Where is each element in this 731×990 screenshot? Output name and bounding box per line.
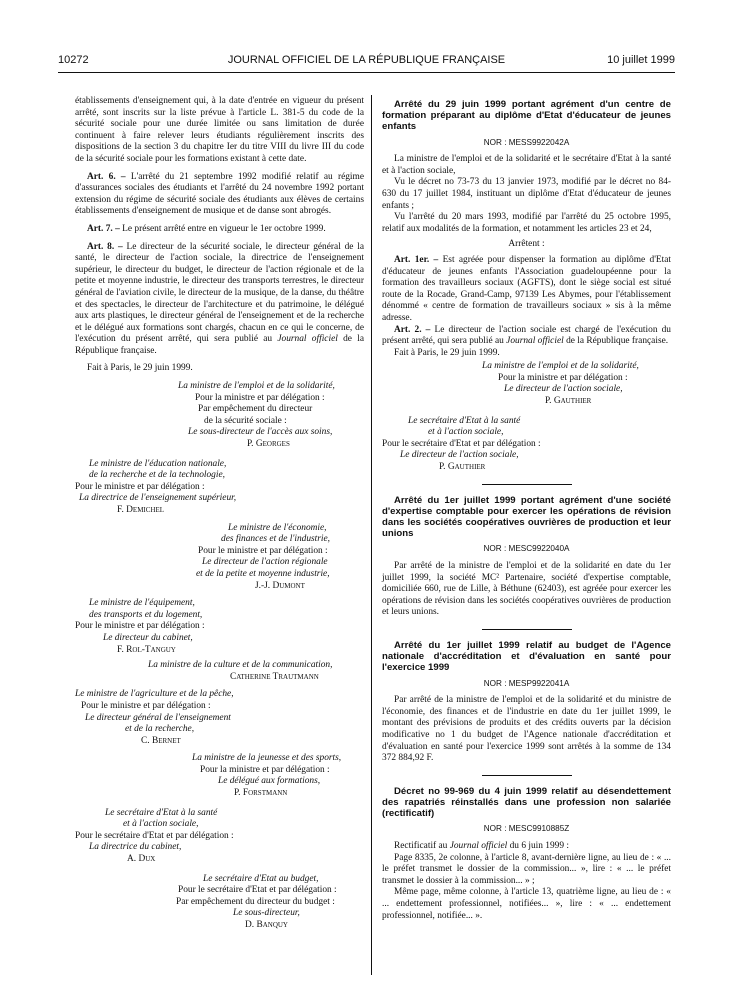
fait-line: Fait à Paris, le 29 juin 1999.: [394, 347, 500, 358]
sig-title: Le ministre de l'éducation nationale,: [89, 458, 227, 469]
issue-date: 10 juillet 1999: [607, 54, 675, 66]
signature-block-8: [75, 808, 364, 866]
paragraph: Par arrêté de la ministre de l'emploi et de la solidarité en date du 1er juillet 1999, la société MC² Partenaire, société d'expertise comptable, domiciliée 660, rue de Lille, à Béthune (62403), est agréée pour exercer les opérations de révision dans les sociétés coopératives ouvrières de production et leurs unions.: [382, 561, 671, 618]
sig-line: Le directeur général de l'enseignement: [85, 712, 231, 723]
sig-title: Le secrétaire d'Etat au budget,: [203, 873, 319, 884]
journal-ref: Journal officiel: [506, 336, 564, 347]
article-text: Est agréée pour dispenser la formation au diplôme d'Etat d'éducateur de jeunes enfants l'Association guadeloupéenne pour la formation des travailleurs sociaux (AGFTS), dont le siège social est situé route de la Rocade, Grand-Camp, 97139 Les Abymes, pour l'établissement dénommé « centre de formation de travailleurs sociaux » sis à la même adresse.: [382, 254, 671, 323]
paragraph: La ministre de l'emploi et de la solidarité et le secrétaire d'Etat à la santé et à l'action sociale,: [382, 154, 671, 176]
article-text: Le directeur de la sécurité sociale, le directeur général de la santé, le directeur de l'action sociale, la directrice de l'enseignement supérieur, le directeur du budget, le directeur de l'action régionale et de la petite et moyenne industrie, le directeur des transports terrestres, le directeur général de l'aviation civile, le directeur de la musique, de la danse, du théâtre et des spectacles, le directeur de l'architecture et du patrimoine, le délégué aux arts plastiques, le directeur général de l'enseignement et de la recherche et le délégué aux formations sont chargés, chacun en ce qui le concerne, de l'exécution du présent arrêté, qui sera publié au: [75, 241, 364, 345]
signatory-name: F. Demichel: [117, 505, 165, 515]
sig-line: de la sécurité sociale :: [204, 415, 287, 426]
decree-title-4: Décret no 99-969 du 4 juin 1999 relatif au désendettement des rapatriés réinstallés dans une profession non salariée (rectificatif): [382, 785, 671, 820]
decree-title-3: Arrêté du 1er juillet 1999 relatif au budget de l'Agence nationale d'accréditation et d'évaluation en santé pour l'exercice 1999: [382, 640, 671, 674]
article-8: [75, 242, 364, 358]
signatory-name: P. Georges: [247, 439, 290, 450]
sig-line: Pour la ministre et par délégation :: [200, 764, 330, 775]
signatory-name: C. Bernet: [141, 735, 181, 746]
sig-line: La directrice du cabinet,: [89, 842, 182, 853]
nor-reference: NOR : MESP9922041A: [483, 678, 570, 688]
separator: [482, 775, 572, 776]
sig-line: Le directeur de l'action sociale,: [400, 450, 519, 461]
signature-block-r2: [382, 416, 671, 474]
signatory-name: A. Dux: [127, 854, 156, 865]
sig-line: Le sous-directeur de l'accès aux soins,: [188, 427, 333, 438]
signatory-name: J.-J. Dumont: [255, 580, 305, 591]
sig-title: Le ministre de l'économie,: [228, 522, 327, 533]
article-label: Art. 1er. –: [394, 254, 439, 265]
column-divider: [371, 95, 372, 975]
decree-title-1: Arrêté du 29 juin 1999 portant agrément d'un centre de formation préparant au diplôme d'Etat d'éducateur de jeunes enfants: [382, 99, 671, 133]
signature-block-7: [75, 753, 364, 799]
page-number: 10272: [58, 54, 89, 66]
sig-line: La directrice de l'enseignement supérieur,: [79, 493, 237, 504]
text: du 6 juin 1999 :: [507, 840, 569, 851]
signature-block-1: [75, 381, 364, 451]
article-text: L'arrêté du 21 septembre 1992 modifié relatif au régime d'assurances sociales des étudiants et l'arrêté du 24 novembre 1992 portant extension du régime de sécurité sociale des étudiants aux élèves de certains établissements d'enseignement de musique et de danse sont abrogés.: [75, 171, 364, 217]
left-column: [75, 96, 364, 932]
sig-line: Pour la ministre et par délégation :: [195, 392, 325, 403]
article-label: Art. 6. –: [87, 171, 126, 182]
text: Rectificatif au: [394, 840, 450, 851]
sig-title: La ministre de l'emploi et de la solidarité,: [178, 381, 335, 392]
sig-title: de la recherche et de la technologie,: [89, 470, 225, 481]
sig-title: et à l'action sociale,: [123, 819, 199, 830]
nor-reference: NOR : MESS9922042A: [483, 137, 570, 147]
sig-title: Le ministre de l'équipement,: [89, 598, 195, 609]
sig-title: La ministre de l'emploi et de la solidarité,: [482, 361, 639, 372]
sig-line: Pour le secrétaire d'Etat et par délégation :: [382, 438, 541, 449]
sig-line: Pour le ministre et par délégation :: [75, 621, 205, 632]
sig-line: Pour le ministre et par délégation :: [198, 545, 328, 556]
right-column: [382, 99, 671, 922]
signature-block-r1: [382, 361, 671, 407]
sig-line: Le sous-directeur,: [233, 908, 300, 919]
intro-paragraph: établissements d'enseignement qui, à la date d'entrée en vigueur du présent arrêté, sont inscrits sur la liste prévue à l'article L. 381-5 du code de la sécurité sociale pour une durée limitée ou sans limitation de durée continuent à faire relever leurs étudiants régulièrement inscrits des dispositions de la section 3 du chapitre Ier du titre VIII du livre III du code de la sécurité sociale pour les formations existant à cette date.: [75, 96, 364, 164]
sig-line: Pour le ministre et par délégation :: [81, 700, 211, 711]
paragraph: Même page, même colonne, à l'article 13, quatrième ligne, au lieu de : « ... endettement professionnel, notifiées... », lire : « ... endettement professionnel, notifiée... ».: [382, 887, 671, 921]
sig-line: Le directeur du cabinet,: [103, 632, 193, 643]
journal-title: JOURNAL OFFICIEL DE LA RÉPUBLIQUE FRANÇAISE: [227, 54, 506, 66]
signatory-name: Catherine Trautmann: [230, 671, 319, 682]
article-2: [382, 325, 671, 348]
arretent-line: Arrêtent :: [508, 239, 545, 250]
article-text: Le directeur de l'action sociale est chargé de l'exécution du présent arrêté, qui sera publié au: [382, 324, 671, 347]
paragraph: Vu le décret no 73-73 du 13 janvier 1973, modifié par le décret no 84-630 du 17 juillet 1984, instituant un diplôme d'Etat d'éducateur de jeunes enfants ;: [382, 177, 671, 211]
paragraph: Vu l'arrêté du 20 mars 1993, modifié par l'arrêté du 25 octobre 1995, relatif aux modalités de la formation, et notamment les articles 23 et 24,: [382, 212, 671, 234]
sig-title: et à l'action sociale,: [428, 427, 504, 438]
sig-line: Le directeur de l'action sociale,: [504, 384, 623, 395]
signatory-name: P. Gauthier: [545, 396, 592, 407]
sig-title: des transports et du logement,: [89, 609, 203, 620]
journal-ref: Journal officiel: [449, 840, 508, 851]
article-label: Art. 8. –: [87, 241, 123, 252]
separator: [482, 484, 572, 485]
signature-block-9: [75, 874, 364, 932]
paragraph: [382, 841, 671, 853]
article-label: Art. 2. –: [394, 324, 431, 335]
sig-line: Par empêchement du directeur du budget :: [176, 896, 335, 907]
nor-reference: NOR : MESC9922040A: [483, 544, 570, 554]
sig-title: Le ministre de l'agriculture et de la pêche,: [75, 689, 234, 700]
sig-line: Pour le secrétaire d'Etat et par délégation :: [178, 885, 337, 896]
signature-block-2: [75, 459, 364, 517]
article-text-end: de la République française.: [75, 334, 364, 356]
header-rule: [58, 72, 675, 73]
signatory-name: D. Banquy: [245, 920, 288, 930]
journal-ref: Journal officiel: [277, 334, 338, 345]
sig-line: Le délégué aux formations,: [218, 776, 321, 787]
sig-title: La ministre de la jeunesse et des sports,: [192, 753, 342, 764]
sig-title: des finances et de l'industrie,: [221, 534, 331, 545]
sig-line: Le directeur de l'action régionale: [202, 557, 328, 568]
signature-block-3: [75, 523, 364, 593]
signatory-name: P. Gauthier: [439, 462, 486, 473]
sig-line: et de la petite et moyenne industrie,: [196, 568, 330, 579]
page-header: [58, 54, 675, 70]
sig-title: Le secrétaire d'Etat à la santé: [105, 807, 218, 818]
nor-reference: NOR : MESC9910885Z: [483, 824, 570, 834]
article-1: [382, 255, 671, 325]
signature-block-5: [75, 660, 364, 683]
article-7: [75, 224, 364, 236]
separator: [482, 629, 572, 630]
article-text: Le présent arrêté entre en vigueur le 1er octobre 1999.: [119, 223, 326, 234]
paragraph: Par arrêté de la ministre de l'emploi et de la solidarité et du ministre de l'économie, des finances et de l'industrie en date du 1er juillet 1999, le montant des prévisions de produits et des crédits ouverts par la décision modificative no 1 du budget de l'Agence nationale d'accréditation et d'évaluation en santé pour l'exercice 1999 sont arrêtés à la somme de 134 372 884,92 F.: [382, 695, 671, 764]
sig-line: Pour le ministre et par délégation :: [75, 481, 205, 492]
decree-title-2: Arrêté du 1er juillet 1999 portant agrément d'une société d'expertise comptable pour exercer les opérations de révision dans les sociétés coopératives ouvrières de production et leur unions: [382, 494, 671, 540]
sig-title: Le secrétaire d'Etat à la santé: [408, 415, 521, 426]
signatory-name: F. Rol-Tanguy: [117, 644, 176, 655]
sig-line: et de la recherche,: [125, 724, 195, 735]
paragraph: Page 8335, 2e colonne, à l'article 8, avant-dernière ligne, au lieu de : « ... le préfet transmet le dossier de la commission... », lire : « ... le préfet transmet le dossier à la commission... » ;: [382, 852, 671, 886]
signature-block-4: [75, 598, 364, 656]
fait-line: Fait à Paris, le 29 juin 1999.: [87, 363, 193, 374]
article-label: Art. 7. –: [87, 223, 120, 234]
signatory-name: P. Forstmann: [234, 788, 288, 799]
sig-title: La ministre de la culture et de la communication,: [148, 660, 333, 671]
article-text-end: de la République française.: [563, 336, 669, 347]
article-6: [75, 172, 364, 218]
sig-line: Pour la ministre et par délégation :: [498, 372, 628, 383]
sig-line: Par empêchement du directeur: [198, 404, 313, 415]
sig-line: Pour le secrétaire d'Etat et par délégation :: [75, 830, 234, 841]
signature-block-6: [75, 689, 364, 747]
